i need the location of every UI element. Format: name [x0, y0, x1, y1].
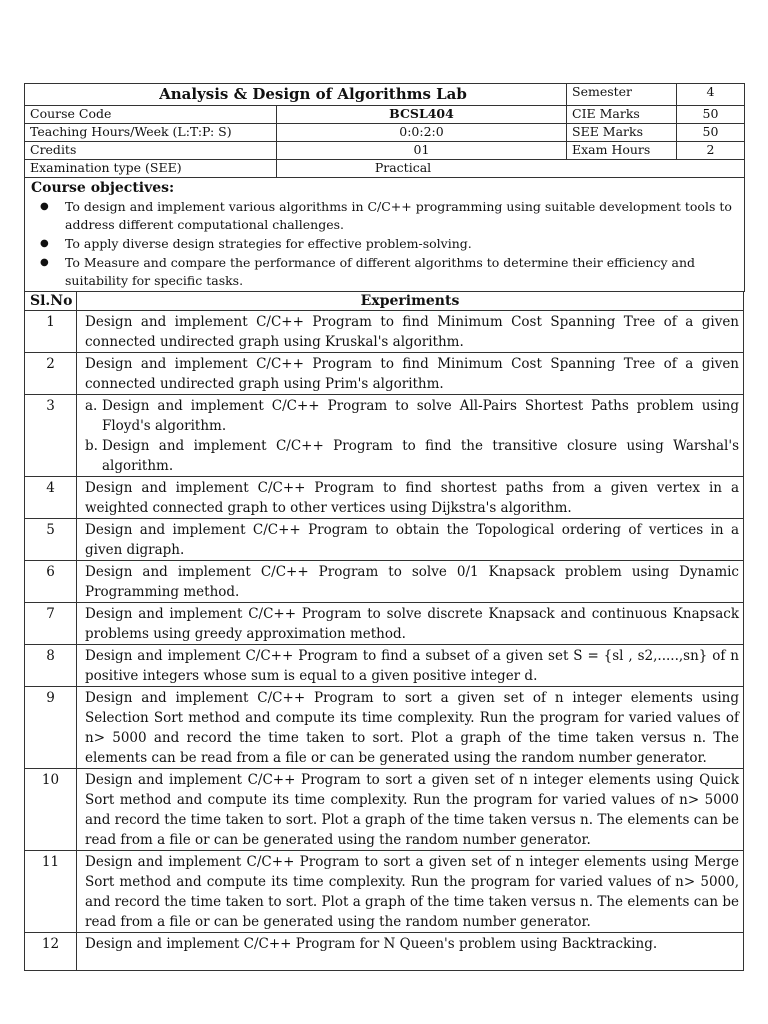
experiment-number: 8: [25, 645, 77, 687]
table-row: [25, 687, 744, 769]
experiment-text: Design and implement C/C++ Program to find Minimum Cost Spanning Tree of a given connected undirected graph using Prim's algorithm.: [77, 353, 744, 395]
experiment-text: Design and implement C/C++ Program to solve 0/1 Knapsack problem using Dynamic Programming method.: [77, 561, 744, 603]
experiments-table: [24, 291, 744, 971]
sub-text: Design and implement C/C++ Program to solve All-Pairs Shortest Paths problem using Floyd's algorithm.: [102, 398, 739, 434]
course-code-label: Course Code: [25, 106, 277, 124]
semester-label: Semester: [567, 84, 677, 106]
list-item: [31, 198, 738, 234]
sub-item-b: [85, 436, 739, 476]
experiment-number: 12: [25, 933, 77, 971]
cie-marks-label: CIE Marks: [567, 106, 677, 124]
experiment-text: Design and implement C/C++ Program to sort a given set of n integer elements using Quick Sort method and compute its time complexity. Run the program for varied values of n> 5000 and record the time taken to sort. Plot a graph of the time taken versus n. The elements can be read from a file or can be generated using the random number generator.: [77, 769, 744, 851]
exam-type-value: Practical: [277, 160, 745, 178]
table-row: [25, 311, 744, 353]
bullet-icon: ●: [40, 257, 49, 268]
col-header-slno: Sl.No: [25, 292, 77, 311]
experiment-text: Design and implement C/C++ Program to obtain the Topological ordering of vertices in a given digraph.: [77, 519, 744, 561]
objectives-section: [25, 178, 745, 292]
table-row: [25, 603, 744, 645]
see-marks-value: 50: [677, 124, 745, 142]
experiment-number: 10: [25, 769, 77, 851]
experiment-text: Design and implement C/C++ Program to sort a given set of n integer elements using Selection Sort method and compute its time complexity. Run the program for varied values of n> 5000 and record the time taken to sort. Plot a graph of the time taken versus n. The elements can be read from a file or can be generated using the random number generator.: [77, 687, 744, 769]
experiment-number: 3: [25, 395, 77, 477]
experiment-number: 9: [25, 687, 77, 769]
experiment-text: Design and implement C/C++ Program for N Queen's problem using Backtracking.: [77, 933, 744, 971]
objective-text: To apply diverse design strategies for effective problem-solving.: [65, 236, 472, 251]
experiment-number: 7: [25, 603, 77, 645]
experiment-text: Design and implement C/C++ Program to sort a given set of n integer elements using Merge Sort method and compute its time complexity. Run the program for varied values of n> 5000, and record the time taken to sort. Plot a graph of the time taken versus n. The elements can be read from a file or can be generated using the random number generator.: [77, 851, 744, 933]
experiment-number: 4: [25, 477, 77, 519]
teaching-hours-label: Teaching Hours/Week (L:T:P: S): [25, 124, 277, 142]
experiment-number: 1: [25, 311, 77, 353]
course-title: Analysis & Design of Algorithms Lab: [25, 84, 567, 106]
experiment-text: Design and implement C/C++ Program to find Minimum Cost Spanning Tree of a given connected undirected graph using Kruskal's algorithm.: [77, 311, 744, 353]
experiment-text: [77, 395, 744, 477]
experiment-number: 11: [25, 851, 77, 933]
table-row: [25, 561, 744, 603]
bullet-icon: ●: [40, 238, 49, 249]
objective-text: To design and implement various algorithms in C/C++ programming using suitable development tools to address different computational challenges.: [65, 199, 732, 232]
experiment-text: Design and implement C/C++ Program to find a subset of a given set S = {sl , s2,.....,sn} of n positive integers whose sum is equal to a given positive integer d.: [77, 645, 744, 687]
see-marks-label: SEE Marks: [567, 124, 677, 142]
syllabus-table: [24, 83, 745, 292]
exam-type-label: Examination type (SEE): [25, 160, 277, 178]
col-header-experiments: Experiments: [77, 292, 744, 311]
sub-text: Design and implement C/C++ Program to find the transitive closure using Warshal's algorithm.: [102, 438, 739, 474]
list-item: [31, 254, 738, 290]
sub-label: a.: [85, 398, 98, 414]
table-row: [25, 645, 744, 687]
table-row: [25, 519, 744, 561]
objective-text: To Measure and compare the performance of different algorithms to determine their efficiency and suitability for specific tasks.: [65, 255, 696, 288]
experiment-number: 2: [25, 353, 77, 395]
exam-hours-label: Exam Hours: [567, 142, 677, 160]
experiment-number: 6: [25, 561, 77, 603]
table-row: [25, 933, 744, 971]
experiment-number: 5: [25, 519, 77, 561]
objectives-list: [31, 198, 738, 290]
syllabus-page: [24, 83, 744, 971]
table-row: [25, 477, 744, 519]
bullet-icon: ●: [40, 201, 49, 212]
experiment-text: Design and implement C/C++ Program to solve discrete Knapsack and continuous Knapsack problems using greedy approximation method.: [77, 603, 744, 645]
sub-item-a: [85, 396, 739, 436]
sub-label: b.: [85, 438, 98, 454]
list-item: [31, 235, 738, 253]
course-code-value: BCSL404: [277, 106, 567, 124]
experiment-text: Design and implement C/C++ Program to find shortest paths from a given vertex in a weighted connected graph to other vertices using Dijkstra's algorithm.: [77, 477, 744, 519]
semester-value: 4: [677, 84, 745, 106]
credits-value: 01: [277, 142, 567, 160]
table-row: [25, 769, 744, 851]
exam-hours-value: 2: [677, 142, 745, 160]
table-row: [25, 353, 744, 395]
credits-label: Credits: [25, 142, 277, 160]
table-row: [25, 395, 744, 477]
table-row: [25, 851, 744, 933]
teaching-hours-value: 0:0:2:0: [277, 124, 567, 142]
cie-marks-value: 50: [677, 106, 745, 124]
objectives-heading: Course objectives:: [31, 180, 175, 196]
